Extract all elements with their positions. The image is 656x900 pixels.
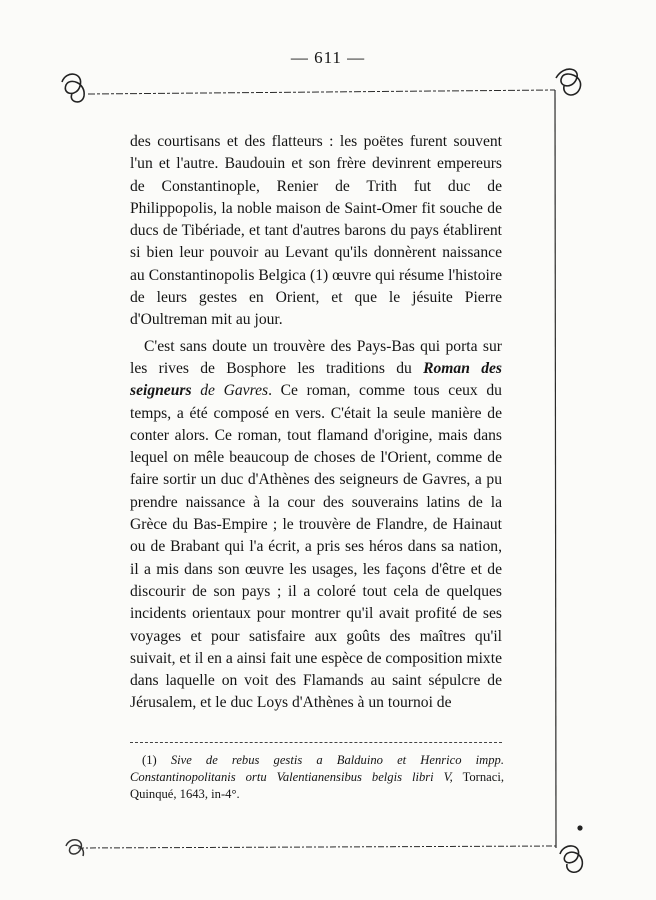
corner-ornament-bottom-left — [66, 840, 83, 856]
footnote-separator — [130, 742, 502, 743]
main-text — [130, 131, 502, 715]
footnote-italic-title: Sive de rebus gestis a Balduino et Henrico impp. Constantinopolitanis ortu Valentianensibus belgis libri V, — [130, 753, 504, 784]
ink-dot — [577, 825, 582, 830]
corner-ornament-top-right — [556, 69, 581, 95]
roman-title: Roman des seigneurs — [130, 359, 503, 400]
paragraph-2-part-1: C'est sans doute un trouvère des Pays-Bas qui porta sur les rives de Bosphore les traditions du — [130, 337, 502, 377]
footnote-publication: Tornaci, Quinqué, 1643, in-4°. — [130, 770, 504, 801]
corner-ornament-bottom-right — [560, 846, 582, 872]
paragraph-2 — [130, 336, 502, 715]
corner-ornament-top-left — [62, 74, 84, 102]
page-number: — 611 — — [290, 48, 366, 67]
footnote — [130, 752, 504, 803]
paragraph-2-part-2: . Ce roman, comme tous ceux du temps, a été composé en vers. C'était la seule manière de conter alors. Ce roman, tout flamand d'origine, mais dans lequel on mêle beaucoup de choses de l'Orient, comme de faire sortir un duc d'Athènes des seigneurs de Gavres, a pu prendre naissance à la cour des souverains latins de la Grèce du Bas-Empire ; le trouvère de Flandre, de Hainaut ou de Brabant qui l'a écrit, a pris ses héros dans sa nation, il a mis dans son œuvre les usages, les façons d'être et de discourir de son pays ; il a coloré tout cela de quelques incidents orientaux pour montrer qu'il avait profité de ses voyages et pour satisfaire aux goûts des maîtres qu'il suivait, et il en a ainsi fait une espèce de composition mixte dans laquelle on voit des Flamands au saint sépulcre de Jérusalem, et le duc Loys d'Athènes à un tournoi de — [130, 382, 502, 712]
paragraph-1: des courtisans et des flatteurs : les poëtes furent souvent l'un et l'autre. Baudouin et son frère devinrent empereurs de Constantinople, Renier de Trith fut duc de Philippopolis, la noble maison de Saint-Omer fit souche de ducs de Tibériade, et tant d'autres barons du pays établirent si bien leur pouvoir au Levant qu'ils donnèrent naissance au Constantinopolis Belgica (1) œuvre qui résume l'histoire de leurs gestes en Orient, et que le jésuite Pierre d'Oultreman mit au jour. — [130, 133, 502, 329]
footnote-marker: (1) — [142, 753, 171, 767]
roman-title-continued: de Gavres — [191, 382, 269, 400]
